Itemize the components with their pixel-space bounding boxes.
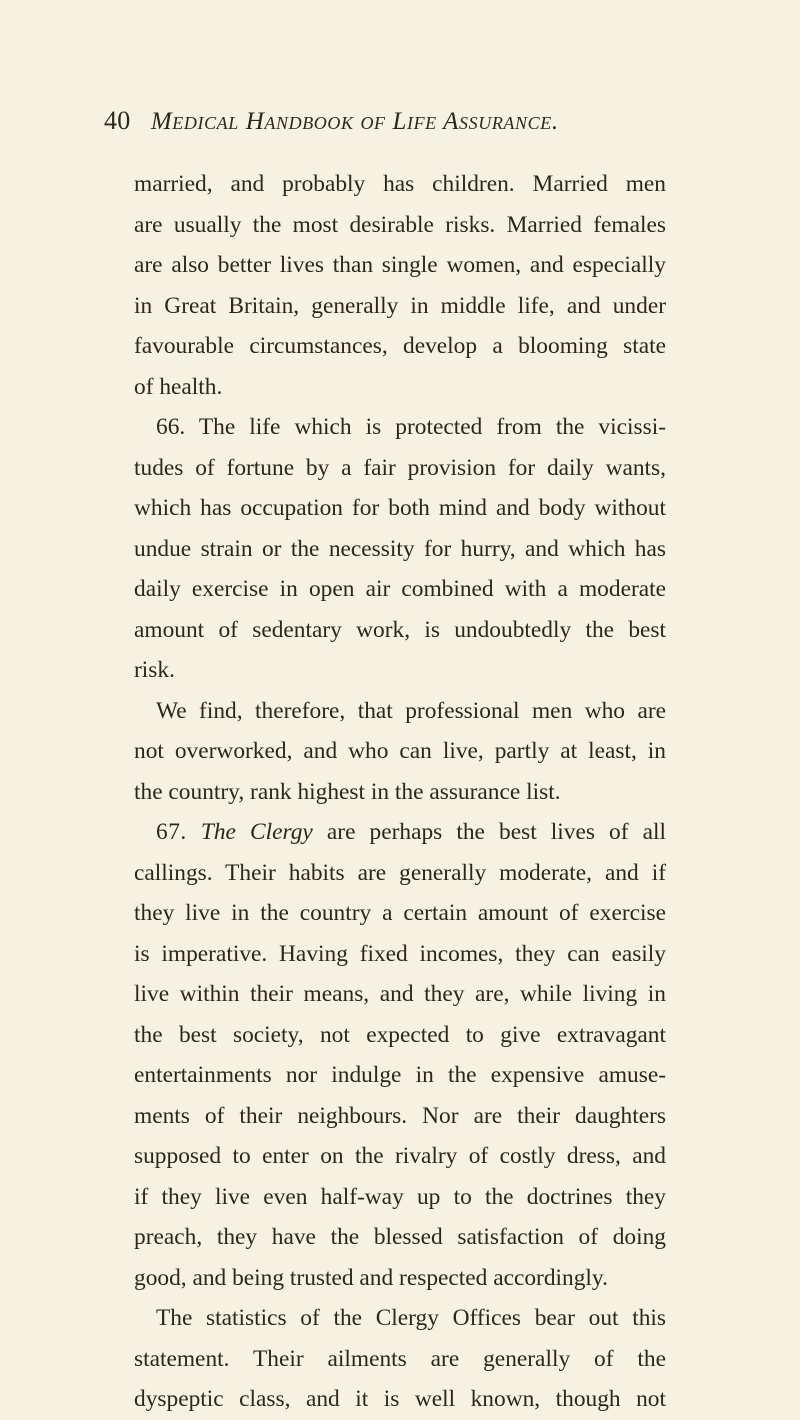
text-line: not overworked, and who can live, partly at least, in <box>134 738 666 764</box>
paragraph-66-start: 66. The life which is protected from the vicissi- <box>156 414 666 440</box>
text-line: the best society, not expected to give extravagant <box>134 1021 666 1048</box>
text-line: they live in the country a certain amount of exercise <box>134 900 666 926</box>
line-rest: are perhaps the best lives of all <box>312 819 666 845</box>
text-line: live within their means, and they are, while living in <box>134 981 666 1007</box>
text-line: ments of their neighbours. Nor are their daughters <box>134 1102 666 1129</box>
text-line: statement. Their ailments are generally of the <box>134 1345 666 1372</box>
body-text <box>134 164 666 1420</box>
text-line: are usually the most desirable risks. Married females <box>134 211 666 238</box>
running-head <box>104 106 684 146</box>
paragraph-start: The statistics of the Clergy Offices bear out this <box>156 1305 666 1331</box>
paragraph-67-start <box>134 812 666 853</box>
text-line: amount of sedentary work, is undoubtedly the best <box>134 616 666 643</box>
text-line: good, and being trusted and respected accordingly. <box>134 1264 608 1291</box>
text-line: dyspeptic class, and it is well known, though not <box>134 1386 666 1412</box>
text-line: callings. Their habits are generally moderate, and if <box>134 859 666 886</box>
text-line: preach, they have the blessed satisfaction of doing <box>134 1224 666 1250</box>
page-number: 40 <box>104 106 131 135</box>
running-title: Medical Handbook of Life Assurance. <box>150 108 559 135</box>
text-line: entertainments nor indulge in the expensive amuse- <box>134 1062 666 1088</box>
text-line: married, and probably has children. Married men <box>134 171 666 197</box>
paragraph-number: 67. <box>156 819 187 845</box>
text-line: if they live even half-way up to the doctrines they <box>134 1183 666 1210</box>
italic-term: The Clergy <box>200 819 313 845</box>
text-line: undue strain or the necessity for hurry, and which has <box>134 535 666 562</box>
text-line: tudes of fortune by a fair provision for daily wants, <box>134 454 666 481</box>
text-line: of health. <box>134 373 223 400</box>
text-line: are also better lives than single women, and especially <box>134 252 666 278</box>
text-line: in Great Britain, generally in middle life, and under <box>134 292 666 319</box>
text-line: which has occupation for both mind and body without <box>134 495 666 521</box>
text-line: the country, rank highest in the assurance list. <box>134 778 561 805</box>
text-line: is imperative. Having fixed incomes, they can easily <box>134 940 666 967</box>
text-line: supposed to enter on the rivalry of costly dress, and <box>134 1143 666 1169</box>
text-line: daily exercise in open air combined with a moderate <box>134 576 666 602</box>
text-line: risk. <box>134 657 175 683</box>
text-line: favourable circumstances, develop a blooming state <box>134 333 666 359</box>
paragraph-start: We find, therefore, that professional men who are <box>156 697 666 724</box>
